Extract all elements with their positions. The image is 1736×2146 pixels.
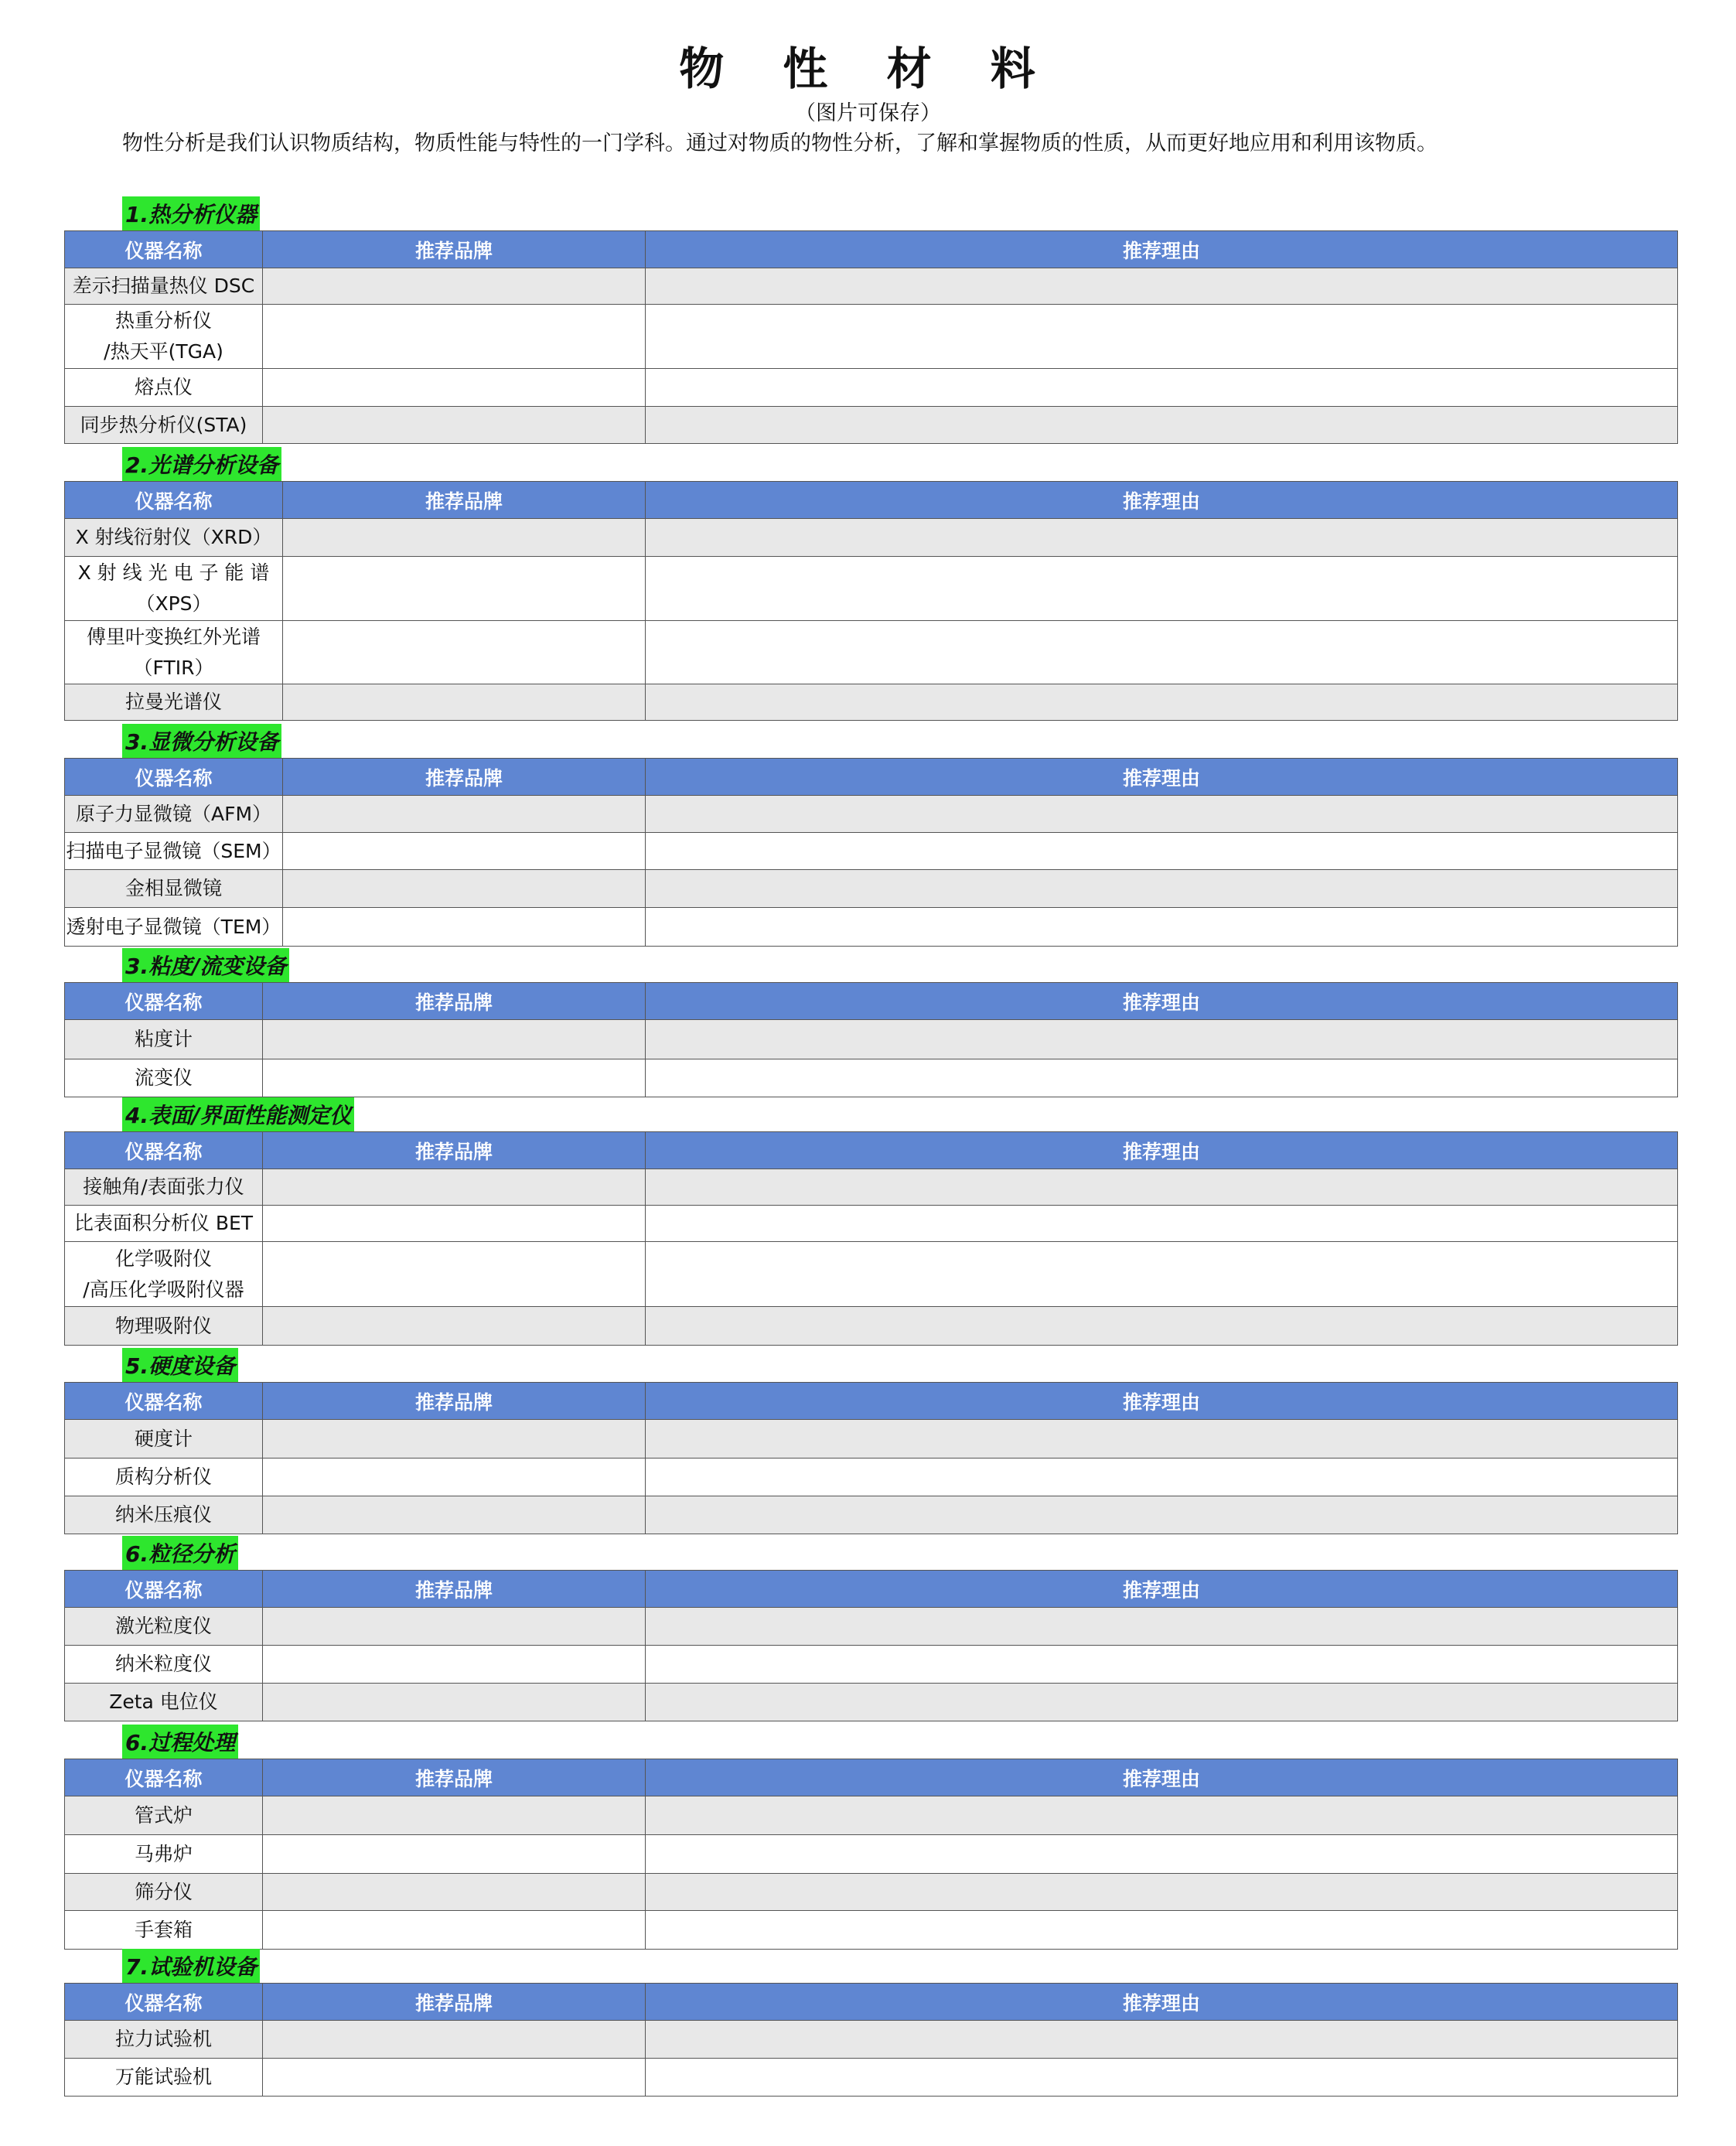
instrument-name-cell: 扫描电子显微镜（SEM） — [65, 833, 283, 870]
reason-cell[interactable] — [646, 369, 1678, 407]
table-header-row — [65, 983, 1678, 1020]
instrument-name-cell: 傅里叶变换红外光谱 （FTIR） — [65, 621, 283, 684]
instrument-table — [64, 1983, 1678, 2097]
header-reason: 推荐理由 — [646, 1132, 1678, 1169]
table-row — [65, 407, 1678, 444]
table-row — [65, 1420, 1678, 1459]
table-row — [65, 621, 1678, 684]
instrument-table — [64, 230, 1678, 444]
table-row — [65, 1307, 1678, 1346]
header-name: 仪器名称 — [65, 759, 283, 796]
header-brand: 推荐品牌 — [263, 1383, 646, 1420]
instrument-name-cell: 马弗炉 — [65, 1835, 263, 1874]
reason-cell[interactable] — [646, 1020, 1678, 1059]
section-label: 3.粘度/流变设备 — [122, 948, 289, 982]
page-title: 物 性 材 料 — [679, 43, 1057, 95]
reason-cell[interactable] — [646, 2021, 1678, 2059]
reason-cell[interactable] — [646, 1307, 1678, 1346]
section-label: 3.显微分析设备 — [122, 724, 281, 758]
table-row — [65, 833, 1678, 870]
instrument-name-cell: X 射线衍射仪（XRD） — [65, 519, 283, 557]
instrument-name-cell: 同步热分析仪(STA) — [65, 407, 263, 444]
table-row — [65, 1911, 1678, 1950]
table-row — [65, 1796, 1678, 1835]
brand-cell[interactable] — [263, 1911, 646, 1950]
header-brand: 推荐品牌 — [283, 482, 646, 519]
table-row — [65, 557, 1678, 621]
header-name: 仪器名称 — [65, 231, 263, 268]
instrument-name-cell: 差示扫描量热仪 DSC — [65, 268, 263, 305]
reason-cell[interactable] — [646, 407, 1678, 444]
section-label: 6.过程处理 — [122, 1725, 238, 1759]
table-header-row — [65, 1571, 1678, 1608]
table-row — [65, 305, 1678, 369]
table-header-row — [65, 759, 1678, 796]
table-row — [65, 1496, 1678, 1534]
brand-cell[interactable] — [263, 1020, 646, 1059]
instrument-name-cell: 原子力显微镜（AFM） — [65, 796, 283, 833]
brand-cell[interactable] — [263, 1169, 646, 1206]
header-reason: 推荐理由 — [646, 983, 1678, 1020]
reason-cell[interactable] — [646, 1420, 1678, 1459]
instrument-name-cell: 硬度计 — [65, 1420, 263, 1459]
header-reason: 推荐理由 — [646, 759, 1678, 796]
reason-cell[interactable] — [646, 684, 1678, 721]
table-row — [65, 1646, 1678, 1684]
table-header-row — [65, 1383, 1678, 1420]
reason-cell[interactable] — [646, 796, 1678, 833]
brand-cell[interactable] — [263, 407, 646, 444]
reason-cell[interactable] — [646, 1206, 1678, 1242]
instrument-table — [64, 1570, 1678, 1721]
brand-cell[interactable] — [263, 1206, 646, 1242]
instrument-name-cell: 粘度计 — [65, 1020, 263, 1059]
table-row — [65, 1684, 1678, 1721]
reason-cell[interactable] — [646, 621, 1678, 684]
brand-cell[interactable] — [283, 684, 646, 721]
header-name: 仪器名称 — [65, 482, 283, 519]
header-name: 仪器名称 — [65, 1759, 263, 1796]
reason-cell[interactable] — [646, 2059, 1678, 2097]
instrument-name-cell: 质构分析仪 — [65, 1459, 263, 1496]
table-row — [65, 268, 1678, 305]
instrument-table — [64, 481, 1678, 721]
instrument-name-cell: 热重分析仪 /热天平(TGA) — [65, 305, 263, 369]
instrument-name-cell: 化学吸附仪 /高压化学吸附仪器 — [65, 1242, 263, 1307]
brand-cell[interactable] — [263, 1420, 646, 1459]
table-header-row — [65, 1132, 1678, 1169]
instrument-name-cell: 比表面积分析仪 BET — [65, 1206, 263, 1242]
table-row — [65, 2059, 1678, 2097]
reason-cell[interactable] — [646, 908, 1678, 947]
brand-cell[interactable] — [283, 519, 646, 557]
reason-cell[interactable] — [646, 1796, 1678, 1835]
section-label: 5.硬度设备 — [122, 1348, 238, 1382]
instrument-name-cell: 拉曼光谱仪 — [65, 684, 283, 721]
reason-cell[interactable] — [646, 1459, 1678, 1496]
brand-cell[interactable] — [283, 796, 646, 833]
instrument-name-cell: 万能试验机 — [65, 2059, 263, 2097]
table-row — [65, 1020, 1678, 1059]
table-header-row — [65, 482, 1678, 519]
section-label: 1.热分析仪器 — [122, 196, 260, 230]
instrument-name-cell: 纳米粒度仪 — [65, 1646, 263, 1684]
table-row — [65, 796, 1678, 833]
instrument-name-cell: 管式炉 — [65, 1796, 263, 1835]
brand-cell[interactable] — [263, 369, 646, 407]
instrument-name-cell: 透射电子显微镜（TEM） — [65, 908, 283, 947]
brand-cell[interactable] — [263, 1059, 646, 1097]
header-brand: 推荐品牌 — [263, 1759, 646, 1796]
instrument-name-cell: 物理吸附仪 — [65, 1307, 263, 1346]
intro-text: 物性分析是我们认识物质结构，物质性能与特性的一门学科。通过对物质的物性分析，了解和掌握物质的性质，从而更好地应用和利用该物质。 — [122, 131, 1438, 155]
brand-cell[interactable] — [263, 1307, 646, 1346]
reason-cell[interactable] — [646, 1169, 1678, 1206]
table-row — [65, 2021, 1678, 2059]
table-row — [65, 908, 1678, 947]
table-row — [65, 1242, 1678, 1307]
table-row — [65, 1835, 1678, 1874]
reason-cell[interactable] — [646, 1874, 1678, 1911]
instrument-table — [64, 982, 1678, 1097]
header-brand: 推荐品牌 — [263, 1984, 646, 2021]
page-subtitle: （图片可保存） — [795, 101, 941, 125]
section-label: 7.试验机设备 — [122, 1949, 260, 1983]
table-row — [65, 1459, 1678, 1496]
header-name: 仪器名称 — [65, 983, 263, 1020]
table-row — [65, 1874, 1678, 1911]
brand-cell[interactable] — [263, 1684, 646, 1721]
table-row — [65, 684, 1678, 721]
header-brand: 推荐品牌 — [263, 983, 646, 1020]
section-label: 4.表面/界面性能测定仪 — [122, 1097, 354, 1131]
brand-cell[interactable] — [263, 268, 646, 305]
instrument-name-cell: 熔点仪 — [65, 369, 263, 407]
reason-cell[interactable] — [646, 557, 1678, 621]
brand-cell[interactable] — [283, 908, 646, 947]
header-name: 仪器名称 — [65, 1984, 263, 2021]
instrument-name-cell: X 射 线 光 电 子 能 谱 （XPS） — [65, 557, 283, 621]
instrument-name-cell: 激光粒度仪 — [65, 1608, 263, 1646]
brand-cell[interactable] — [263, 1496, 646, 1534]
table-row — [65, 519, 1678, 557]
reason-cell[interactable] — [646, 1646, 1678, 1684]
table-row — [65, 1169, 1678, 1206]
brand-cell[interactable] — [283, 557, 646, 621]
instrument-table — [64, 758, 1678, 947]
reason-cell[interactable] — [646, 268, 1678, 305]
section-label: 2.光谱分析设备 — [122, 447, 281, 481]
header-reason: 推荐理由 — [646, 231, 1678, 268]
header-reason: 推荐理由 — [646, 1759, 1678, 1796]
reason-cell[interactable] — [646, 1059, 1678, 1097]
header-brand: 推荐品牌 — [263, 1132, 646, 1169]
brand-cell[interactable] — [263, 1459, 646, 1496]
reason-cell[interactable] — [646, 1242, 1678, 1307]
reason-cell[interactable] — [646, 1684, 1678, 1721]
instrument-name-cell: 手套箱 — [65, 1911, 263, 1950]
reason-cell[interactable] — [646, 833, 1678, 870]
brand-cell[interactable] — [263, 1835, 646, 1874]
reason-cell[interactable] — [646, 870, 1678, 908]
brand-cell[interactable] — [283, 870, 646, 908]
instrument-name-cell: Zeta 电位仪 — [65, 1684, 263, 1721]
reason-cell[interactable] — [646, 1911, 1678, 1950]
table-row — [65, 1059, 1678, 1097]
table-row — [65, 1608, 1678, 1646]
header-brand: 推荐品牌 — [263, 1571, 646, 1608]
reason-cell[interactable] — [646, 1835, 1678, 1874]
instrument-name-cell: 拉力试验机 — [65, 2021, 263, 2059]
instrument-name-cell: 纳米压痕仪 — [65, 1496, 263, 1534]
table-header-row — [65, 1984, 1678, 2021]
instrument-name-cell: 筛分仪 — [65, 1874, 263, 1911]
instrument-name-cell: 金相显微镜 — [65, 870, 283, 908]
table-header-row — [65, 231, 1678, 268]
table-row — [65, 870, 1678, 908]
instrument-name-cell: 流变仪 — [65, 1059, 263, 1097]
header-reason: 推荐理由 — [646, 1984, 1678, 2021]
brand-cell[interactable] — [263, 305, 646, 369]
brand-cell[interactable] — [263, 1242, 646, 1307]
table-row — [65, 1206, 1678, 1242]
header-name: 仪器名称 — [65, 1383, 263, 1420]
header-name: 仪器名称 — [65, 1132, 263, 1169]
instrument-table — [64, 1382, 1678, 1534]
brand-cell[interactable] — [263, 1796, 646, 1835]
instrument-name-cell: 接触角/表面张力仪 — [65, 1169, 263, 1206]
instrument-table — [64, 1759, 1678, 1950]
reason-cell[interactable] — [646, 305, 1678, 369]
brand-cell[interactable] — [283, 833, 646, 870]
header-reason: 推荐理由 — [646, 1383, 1678, 1420]
header-name: 仪器名称 — [65, 1571, 263, 1608]
instrument-table — [64, 1131, 1678, 1346]
brand-cell[interactable] — [283, 621, 646, 684]
brand-cell[interactable] — [263, 2021, 646, 2059]
reason-cell[interactable] — [646, 519, 1678, 557]
section-label: 6.粒径分析 — [122, 1536, 238, 1570]
reason-cell[interactable] — [646, 1496, 1678, 1534]
header-reason: 推荐理由 — [646, 482, 1678, 519]
header-brand: 推荐品牌 — [283, 759, 646, 796]
brand-cell[interactable] — [263, 2059, 646, 2097]
table-header-row — [65, 1759, 1678, 1796]
header-reason: 推荐理由 — [646, 1571, 1678, 1608]
brand-cell[interactable] — [263, 1646, 646, 1684]
table-row — [65, 369, 1678, 407]
brand-cell[interactable] — [263, 1608, 646, 1646]
header-brand: 推荐品牌 — [263, 231, 646, 268]
brand-cell[interactable] — [263, 1874, 646, 1911]
reason-cell[interactable] — [646, 1608, 1678, 1646]
